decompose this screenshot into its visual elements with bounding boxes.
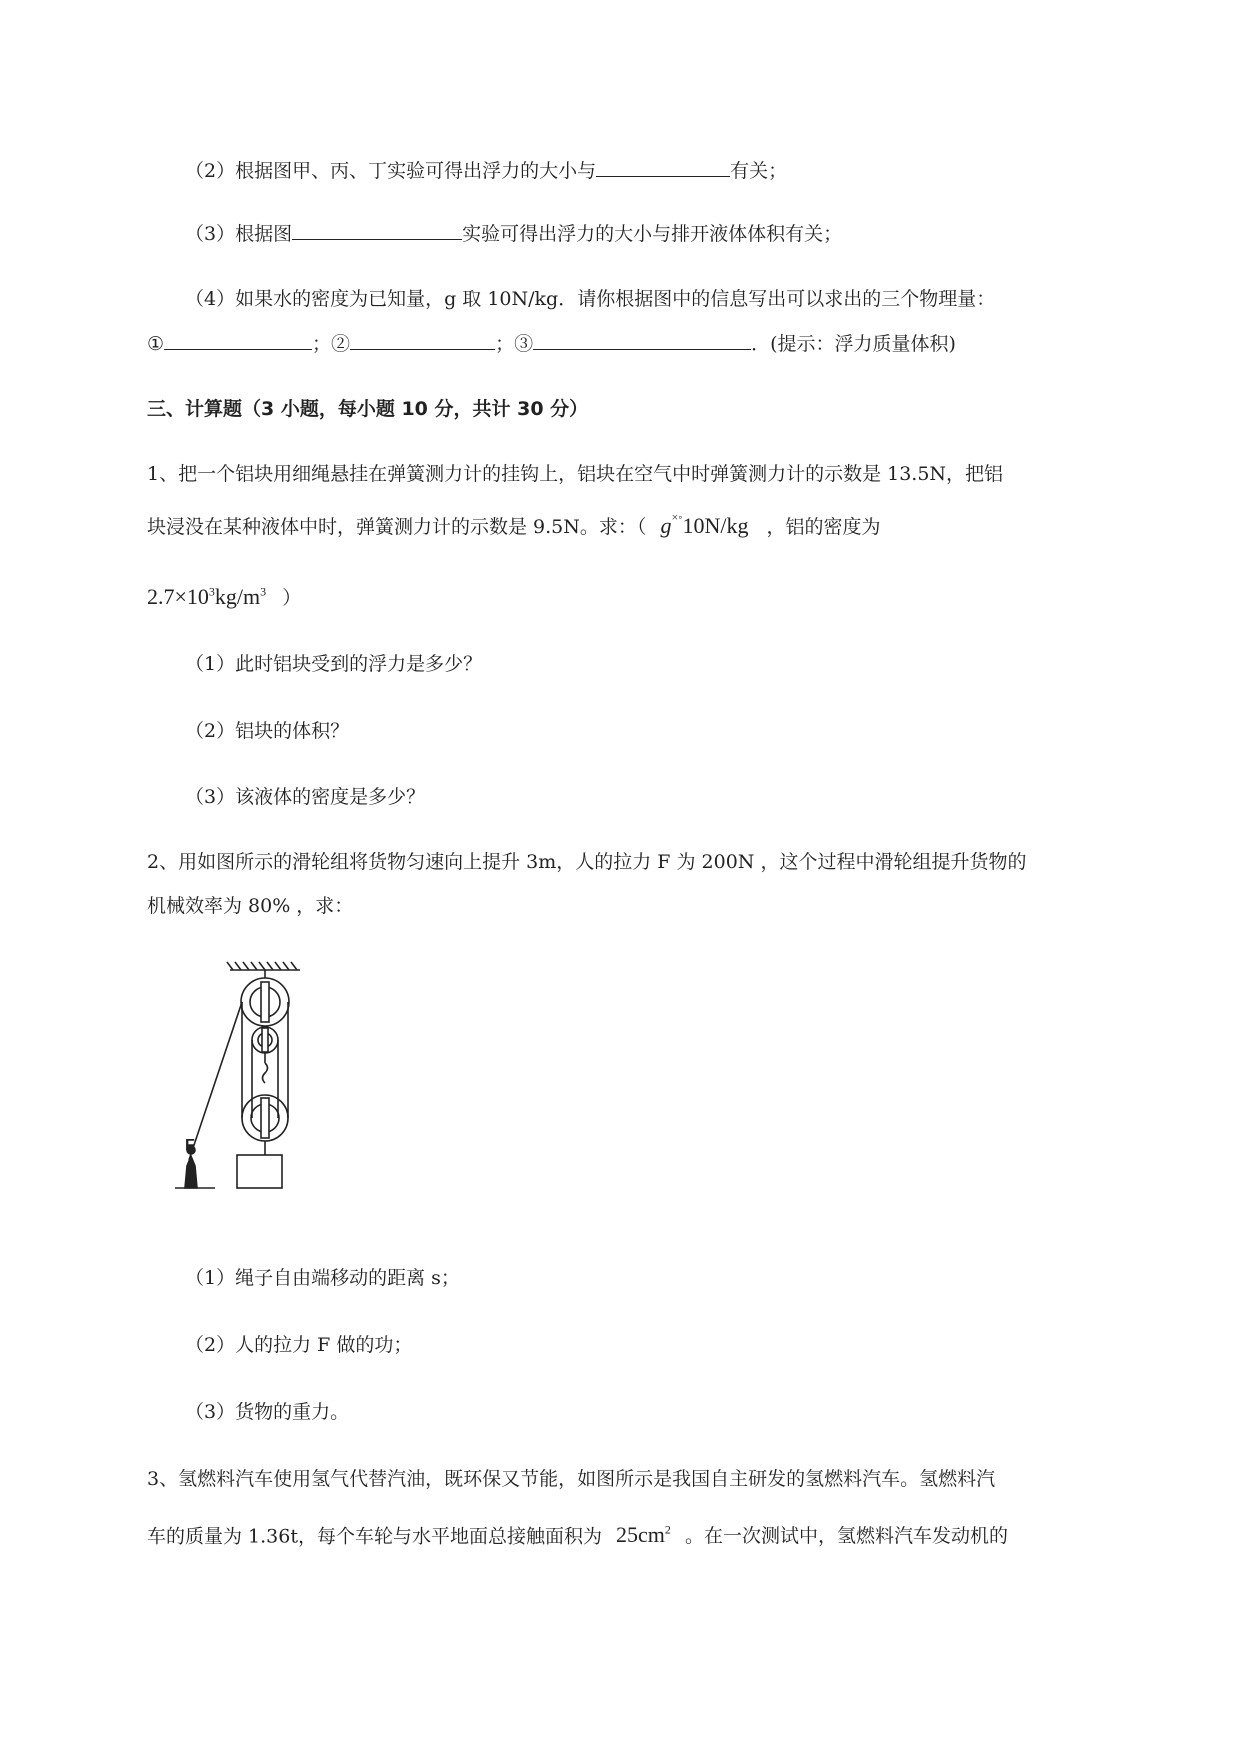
density-unit: kg/m — [214, 584, 261, 610]
question-4-line — [185, 285, 995, 313]
circle-three: ；③ — [495, 333, 534, 355]
problem-3-line-2 — [147, 1516, 1008, 1550]
answer-blank[interactable] — [596, 158, 730, 177]
problem-1-q2: （2）铝块的体积？ — [185, 720, 350, 742]
problem-2-q2: （2）人的拉力 F 做的功； — [185, 1334, 413, 1356]
area-number: 25cm — [616, 1522, 665, 1548]
force-label: F — [185, 1137, 195, 1154]
q4-text: （4）如果水的密度为已知量，g 取 10N/kg．请你根据图中的信息写出可以求出的三个物理量： — [185, 288, 996, 310]
q4-hint: ．(提示：浮力质量体积) — [751, 333, 956, 355]
problem-1-text: 块浸没在某种液体中时，弹簧测力计的示数是 9.5N。求：（ — [147, 516, 647, 538]
area-exponent: 2 — [664, 1523, 671, 1537]
area-value — [616, 1522, 671, 1547]
pulley-system-figure — [175, 960, 305, 1210]
section-heading: 三、计算题（3 小题，每小题 10 分，共计 30 分） — [147, 398, 589, 420]
problem-1-q3: （3）该液体的密度是多少？ — [185, 786, 426, 808]
answer-blank-3[interactable] — [533, 331, 751, 350]
problem-1-line-2 — [147, 512, 881, 543]
problem-2-line-1: 2、用如图所示的滑轮组将货物匀速向上提升 3m，人的拉力 F 为 200N ，这个过程中滑轮组提升货物的 — [147, 851, 1027, 873]
density-formula — [147, 584, 266, 609]
circle-one: ① — [147, 333, 165, 355]
g-symbol: g — [660, 513, 672, 538]
density-exponent: 3 — [208, 585, 215, 599]
q2-text-before: （2）根据图甲、丙、丁实验可得出浮力的大小与 — [185, 160, 597, 182]
circle-two: ；② — [312, 333, 351, 355]
problem-3-text-before: 车的质量为 1.36t，每个车轮与水平地面总接触面积为 — [147, 1525, 602, 1548]
answer-blank[interactable] — [292, 221, 462, 240]
answer-blank-2[interactable] — [350, 331, 495, 350]
problem-3-text-after: 。在一次测试中，氢燃料汽车发动机的 — [684, 1525, 1008, 1548]
question-2-line — [185, 157, 787, 185]
problem-1-q1: （1）此时铝块受到的浮力是多少？ — [185, 653, 483, 675]
q3-text-before: （3）根据图 — [185, 223, 293, 245]
problem-1-line-3 — [147, 578, 301, 612]
problem-2-line-2: 机械效率为 80% ，求： — [147, 895, 354, 917]
density-base: 2.7×10 — [147, 584, 209, 610]
problem-2-q3: （3）货物的重力。 — [185, 1401, 350, 1423]
closing-paren: ） — [282, 587, 302, 610]
problem-1-line-1: 1、把一个铝块用细绳悬挂在弹簧测力计的挂钩上，铝块在空气中时弹簧测力计的示数是 13.5N，把铝 — [147, 463, 1004, 485]
q3-text-after: 实验可得出浮力的大小与排开液体体积有关； — [462, 223, 843, 245]
q2-text-after: 有关； — [730, 160, 788, 182]
g-value: 10N/kg — [682, 513, 749, 538]
problem-2-q1: （1）绳子自由端移动的距离 s； — [185, 1267, 460, 1289]
approx-mark: ×◦ — [671, 510, 683, 524]
question-4-blanks-line — [147, 330, 956, 358]
density-unit-exponent: 3 — [260, 585, 267, 599]
question-3-line — [185, 220, 842, 248]
problem-3-line-1: 3、氢燃料汽车使用氢气代替汽油，既环保又节能，如图所示是我国自主研发的氢燃料汽车。氢燃料汽 — [147, 1468, 996, 1490]
answer-blank-1[interactable] — [164, 331, 312, 350]
problem-1-text-after: ，铝的密度为 — [766, 516, 881, 538]
